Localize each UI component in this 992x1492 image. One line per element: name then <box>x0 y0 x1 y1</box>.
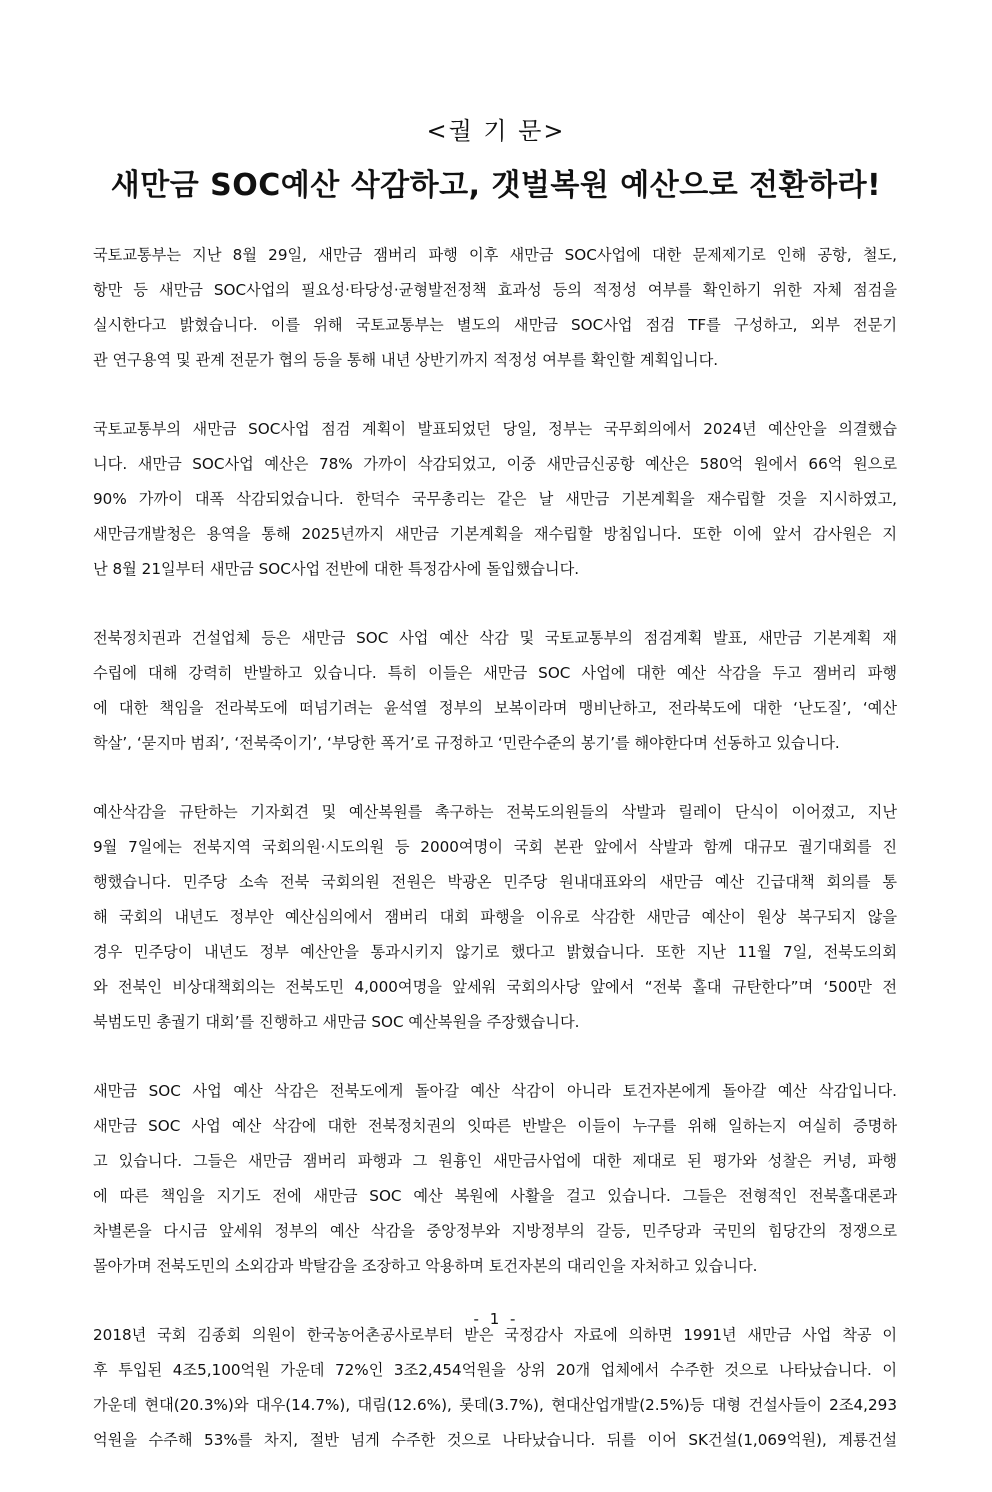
document-title: 새만금 SOC예산 삭감하고, 갯벌복원 예산으로 전환하라! <box>110 168 882 203</box>
paragraph-line: 새만금 SOC 사업 예산 삭감은 전북도에게 돌아갈 예산 삭감이 아니라 토건자본에게 돌아갈 예산 삭감입니다. <box>93 1082 897 1100</box>
body-paragraph <box>93 238 897 378</box>
paragraph-line: 새만금 SOC 사업 예산 삭감에 대한 전북정치권의 잇따른 반발은 이들이 누구를 위해 일하는지 여실히 증명하 <box>93 1117 897 1135</box>
paragraph-line: 2018년 국회 김종회 의원이 한국농어촌공사로부터 받은 국정감사 자료에 의하면 1991년 새만금 사업 착공 이 <box>93 1326 897 1344</box>
paragraph-line: 전북정치권과 건설업체 등은 새만금 SOC 사업 예산 삭감 및 국토교통부의 점검계획 발표, 새만금 기본계획 재 <box>93 629 897 647</box>
paragraph-line: 니다. 새만금 SOC사업 예산은 78% 가까이 삭감되었고, 이중 새만금신공항 예산은 580억 원에서 66억 원으로 <box>93 455 897 473</box>
paragraph-line: 학살’, ‘묻지마 범죄’, ‘전북죽이기’, ‘부당한 폭거’로 규정하고 ‘민란수준의 봉기’를 해야한다며 선동하고 있습니다. <box>93 734 840 752</box>
paragraph-line: 해 국회의 내년도 정부안 예산심의에서 잼버리 대회 파행을 이유로 삭감한 새만금 예산이 원상 복구되지 않을 <box>93 908 897 926</box>
paragraph-line: 가운데 현대(20.3%)와 대우(14.7%), 대림(12.6%), 롯데(3.7%), 현대산업개발(2.5%)등 대형 건설사들이 2조4,293 <box>93 1396 897 1414</box>
document-type-heading: <궐 기 문> <box>426 117 566 145</box>
paragraph-line: 차별론을 다시금 앞세워 정부의 예산 삭감을 중앙정부와 지방정부의 갈등, 민주당과 국민의 힘당간의 정쟁으로 <box>93 1222 897 1240</box>
paragraph-line: 예산삭감을 규탄하는 기자회견 및 예산복원를 촉구하는 전북도의원들의 삭발과 릴레이 단식이 이어졌고, 지난 <box>93 803 897 821</box>
body-paragraph <box>93 1318 897 1458</box>
document-body <box>93 238 897 1492</box>
paragraph-line: 새만금개발청은 용역을 통해 2025년까지 새만금 기본계획을 재수립할 방침입니다. 또한 이에 앞서 감사원은 지 <box>93 525 897 543</box>
paragraph-line: 후 투입된 4조5,100억원 가운데 72%인 3조2,454억원을 상위 20개 업체에서 수주한 것으로 나타났습니다. 이 <box>93 1361 897 1379</box>
paragraph-line: 수립에 대해 강력히 반발하고 있습니다. 특히 이들은 새만금 SOC 사업에 대한 예산 삭감을 두고 잼버리 파행 <box>93 664 897 682</box>
paragraph-line: 고 있습니다. 그들은 새만금 잼버리 파행과 그 원흉인 새만금사업에 대한 제대로 된 평가와 성찰은 커녕, 파행 <box>93 1152 897 1170</box>
paragraph-line: 북범도민 총궐기 대회’를 진행하고 새만금 SOC 예산복원을 주장했습니다. <box>93 1013 580 1031</box>
paragraph-line: 에 대한 책임을 전라북도에 떠넘기려는 윤석열 정부의 보복이라며 맹비난하고, 전라북도에 대한 ‘난도질’, ‘예산 <box>93 699 897 717</box>
paragraph-line: 실시한다고 밝혔습니다. 이를 위해 국토교통부는 별도의 새만금 SOC사업 점검 TF를 구성하고, 외부 전문기 <box>93 316 897 334</box>
paragraph-line: 억원을 수주해 53%를 차지, 절반 넘게 수주한 것으로 나타났습니다. 뒤를 이어 SK건설(1,069억원), 계룡건설 <box>93 1431 897 1449</box>
body-paragraph <box>93 621 897 761</box>
paragraph-line: 난 8월 21일부터 새만금 SOC사업 전반에 대한 특정감사에 돌입했습니다. <box>93 560 580 578</box>
paragraph-line: 행했습니다. 민주당 소속 전북 국회의원 전원은 박광온 민주당 원내대표와의 새만금 예산 긴급대책 회의를 통 <box>93 873 897 891</box>
page-number: - 1 - <box>473 1310 519 1328</box>
paragraph-line: 몰아가며 전북도민의 소외감과 박탈감을 조장하고 악용하며 토건자본의 대리인을 자처하고 있습니다. <box>93 1257 758 1275</box>
paragraph-line: 국토교통부의 새만금 SOC사업 점검 계획이 발표되었던 당일, 정부는 국무회의에서 2024년 예산안을 의결했습 <box>93 420 897 438</box>
paragraph-line: 항만 등 새만금 SOC사업의 필요성·타당성·균형발전정책 효과성 등의 적정성 여부를 확인하기 위한 자체 점검을 <box>93 281 897 299</box>
body-paragraph <box>93 1074 897 1284</box>
paragraph-line: 국토교통부는 지난 8월 29일, 새만금 잼버리 파행 이후 새만금 SOC사업에 대한 문제제기로 인해 공항, 철도, <box>93 246 897 264</box>
paragraph-line: 와 전북인 비상대책회의는 전북도민 4,000여명을 앞세워 국회의사당 앞에서 “전북 홀대 규탄한다”며 ‘500만 전 <box>93 978 897 996</box>
paragraph-line: 관 연구용역 및 관계 전문가 협의 등을 통해 내년 상반기까지 적정성 여부를 확인할 계획입니다. <box>93 351 719 369</box>
paragraph-line: 경우 민주당이 내년도 정부 예산안을 통과시키지 않기로 했다고 밝혔습니다. 또한 지난 11월 7일, 전북도의회 <box>93 943 897 961</box>
paragraph-line: 90% 가까이 대폭 삭감되었습니다. 한덕수 국무총리는 같은 날 새만금 기본계획을 재수립할 것을 지시하였고, <box>93 490 897 508</box>
body-paragraph <box>93 795 897 1040</box>
paragraph-line: 9월 7일에는 전북지역 국회의원·시도의원 등 2000여명이 국회 본관 앞에서 삭발과 함께 대규모 궐기대회를 진 <box>93 838 897 856</box>
paragraph-line: 에 따른 책임을 지기도 전에 새만금 SOC 예산 복원에 사활을 걸고 있습니다. 그들은 전형적인 전북홀대론과 <box>93 1187 897 1205</box>
body-paragraph <box>93 412 897 587</box>
